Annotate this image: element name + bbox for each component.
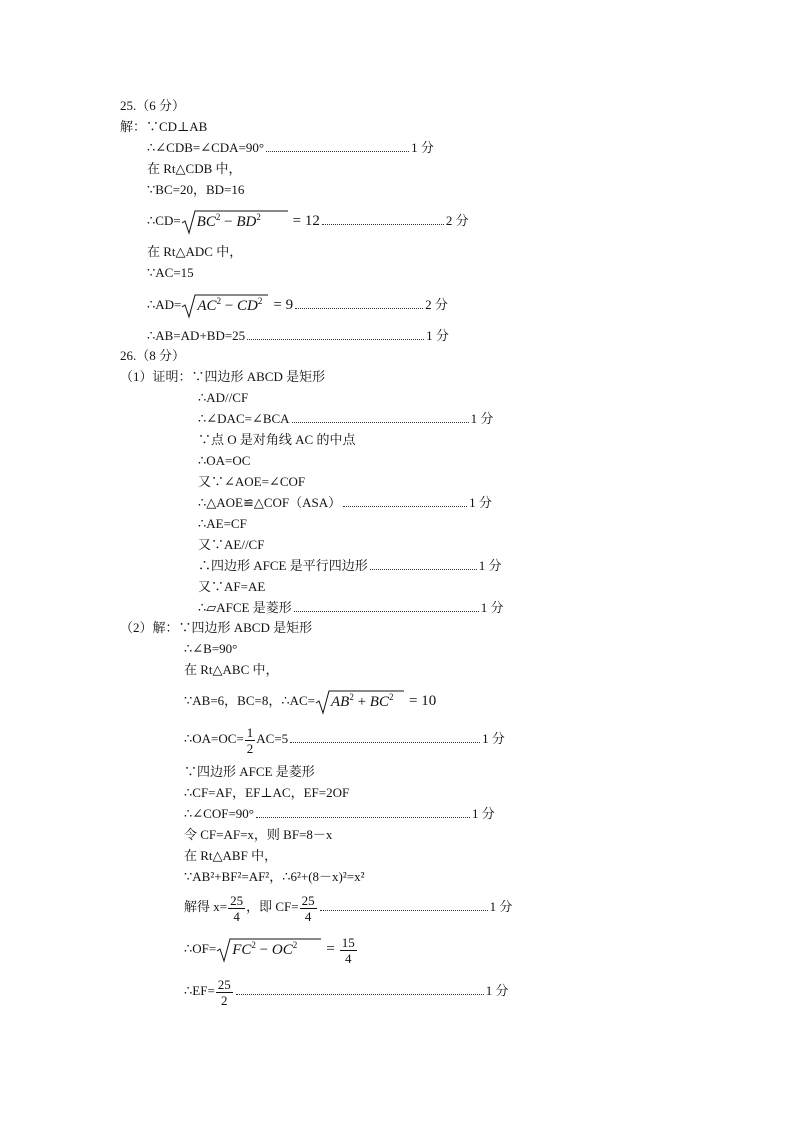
q26-p2-line-4-result: = 10 bbox=[409, 693, 437, 709]
q26-p2-line-5-prefix: ∴OA=OC= bbox=[184, 731, 244, 746]
q25-line-7: ∵AC=15 bbox=[147, 265, 194, 280]
q26-p2-line-14 bbox=[184, 973, 509, 1009]
score-label: 1 分 bbox=[471, 806, 495, 821]
q26-p1-line-1: （1）证明：∵四边形 ABCD 是矩形 bbox=[120, 369, 326, 384]
q25-line-5-result: = 12 bbox=[292, 213, 320, 229]
q25-line-8-prefix: ∴AD= bbox=[147, 297, 182, 312]
q26-p2-line-12 bbox=[184, 889, 512, 925]
score-label: 1 分 bbox=[489, 899, 513, 914]
leader-dots bbox=[236, 984, 484, 995]
q26-p1-line-10 bbox=[198, 558, 502, 574]
q26-p1-line-4: ∵点 O 是对角线 AC 的中点 bbox=[198, 432, 356, 447]
q26-p2-line-7: ∴CF=AF，EF⊥AC，EF=2OF bbox=[184, 785, 350, 800]
fraction: $\frac{1}{2}$ bbox=[246, 724, 254, 756]
leader-dots bbox=[292, 412, 469, 423]
q26-p2-line-4 bbox=[184, 688, 436, 715]
score-label: 1 分 bbox=[478, 558, 502, 573]
leader-dots bbox=[343, 496, 467, 507]
q26-p2-line-8 bbox=[184, 806, 495, 822]
q25-line-2 bbox=[147, 140, 434, 156]
sqrt-radical: $AC^2 - CD^2$ bbox=[181, 293, 269, 319]
score-label: 1 分 bbox=[480, 600, 504, 615]
leader-dots bbox=[322, 214, 444, 225]
leader-dots bbox=[294, 601, 479, 612]
sqrt-radical: $AB^2 + BC^2$ bbox=[315, 689, 405, 715]
leader-dots bbox=[290, 732, 480, 743]
q26-p2-line-6: ∵四边形 AFCE 是菱形 bbox=[184, 764, 315, 779]
leader-dots bbox=[295, 298, 423, 309]
score-label: 1 分 bbox=[470, 411, 494, 426]
q26-p2-line-3: 在 Rt△ABC 中， bbox=[184, 662, 279, 677]
leader-dots bbox=[370, 559, 477, 570]
q26-p2-line-8-text: ∴∠COF=90° bbox=[184, 806, 254, 821]
fraction: $\frac{25}{2}$ bbox=[217, 976, 231, 1008]
q26-p2-line-14-prefix: ∴EF= bbox=[184, 983, 215, 998]
q25-line-8-result: = 9 bbox=[273, 297, 294, 313]
q26-p1-line-7 bbox=[198, 495, 492, 511]
q26-p1-line-8: ∴AE=CF bbox=[198, 516, 247, 531]
q26-p1-line-3-text: ∴∠DAC=∠BCA bbox=[198, 411, 290, 426]
q25-line-3: 在 Rt△CDB 中， bbox=[147, 161, 242, 176]
leader-dots bbox=[266, 141, 409, 152]
q25-line-1: 解：∵CD⊥AB bbox=[120, 119, 208, 134]
q26-p1-line-12-text: ∴▱AFCE 是菱形 bbox=[198, 600, 292, 615]
q26-p2-line-12-mid: ，即 CF= bbox=[246, 899, 299, 914]
q25-header: 25.（6 分） bbox=[120, 98, 186, 113]
q25-line-5-prefix: ∴CD= bbox=[147, 213, 181, 228]
fraction: $\frac{15}{4}$ bbox=[341, 934, 355, 966]
q26-p2-line-13-eq: = bbox=[326, 941, 335, 957]
q25-line-8 bbox=[147, 292, 448, 319]
fraction: $\frac{25}{4}$ bbox=[230, 892, 244, 924]
q26-p2-line-5-suffix: AC=5 bbox=[256, 731, 289, 746]
q26-p1-line-11: 又∵AF=AE bbox=[198, 579, 266, 594]
score-label: 1 分 bbox=[469, 495, 492, 510]
q26-p1-line-9: 又∵AE//CF bbox=[198, 537, 265, 552]
q26-p2-line-5 bbox=[184, 721, 505, 757]
q26-p1-line-7-text: ∴△AOE≌△COF（ASA） bbox=[198, 495, 342, 510]
q26-p2-line-13-prefix: ∴OF= bbox=[184, 941, 217, 956]
score-label: 1 分 bbox=[426, 328, 449, 343]
q25-line-9-text: ∴AB=AD+BD=25 bbox=[147, 328, 246, 343]
q26-p2-line-1: （2）解：∵四边形 ABCD 是矩形 bbox=[120, 620, 313, 635]
q25-line-9 bbox=[147, 328, 449, 344]
score-label: 1 分 bbox=[482, 731, 505, 746]
q25-line-2-text: ∴∠CDB=∠CDA=90° bbox=[147, 140, 265, 155]
q26-p2-line-10: 在 Rt△ABF 中， bbox=[184, 848, 278, 863]
q26-p1-line-2: ∴AD//CF bbox=[198, 390, 249, 405]
sqrt-radical: $BC^2 - BD^2$ bbox=[181, 209, 289, 235]
q26-p2-line-12-prefix: 解得 x= bbox=[184, 899, 228, 914]
q25-line-4: ∵BC=20，BD=16 bbox=[147, 182, 245, 197]
q25-line-6: 在 Rt△ADC 中， bbox=[147, 244, 243, 259]
fraction: $\frac{25}{4}$ bbox=[301, 892, 315, 924]
q26-p2-line-11: ∵AB²+BF²=AF²，∴6²+(8－x)²=x² bbox=[184, 869, 365, 884]
leader-dots bbox=[247, 329, 424, 340]
leader-dots bbox=[256, 807, 470, 818]
q26-p1-line-12 bbox=[198, 600, 504, 616]
q26-p1-line-3 bbox=[198, 411, 493, 427]
q26-p2-line-13 bbox=[184, 931, 358, 967]
score-label: 2 分 bbox=[445, 213, 469, 228]
score-label: 2 分 bbox=[425, 297, 448, 312]
q26-header: 26.（8 分） bbox=[120, 348, 186, 363]
q26-p1-line-10-text: ∴四边形 AFCE 是平行四边形 bbox=[198, 558, 368, 573]
sqrt-radical: $FC^2 - OC^2$ bbox=[216, 937, 322, 963]
score-label: 1 分 bbox=[485, 983, 509, 998]
score-label: 1 分 bbox=[411, 140, 434, 155]
q26-p2-line-2: ∴∠B=90° bbox=[184, 641, 238, 656]
q26-p1-line-5: ∴OA=OC bbox=[198, 453, 251, 468]
q26-p1-line-6: 又∵∠AOE=∠COF bbox=[198, 474, 306, 489]
q25-line-5 bbox=[147, 208, 469, 235]
q26-p2-line-4-prefix: ∵AB=6，BC=8，∴AC= bbox=[184, 693, 315, 708]
q26-p2-line-9: 令 CF=AF=x，则 BF=8－x bbox=[184, 827, 333, 842]
leader-dots bbox=[320, 900, 488, 911]
